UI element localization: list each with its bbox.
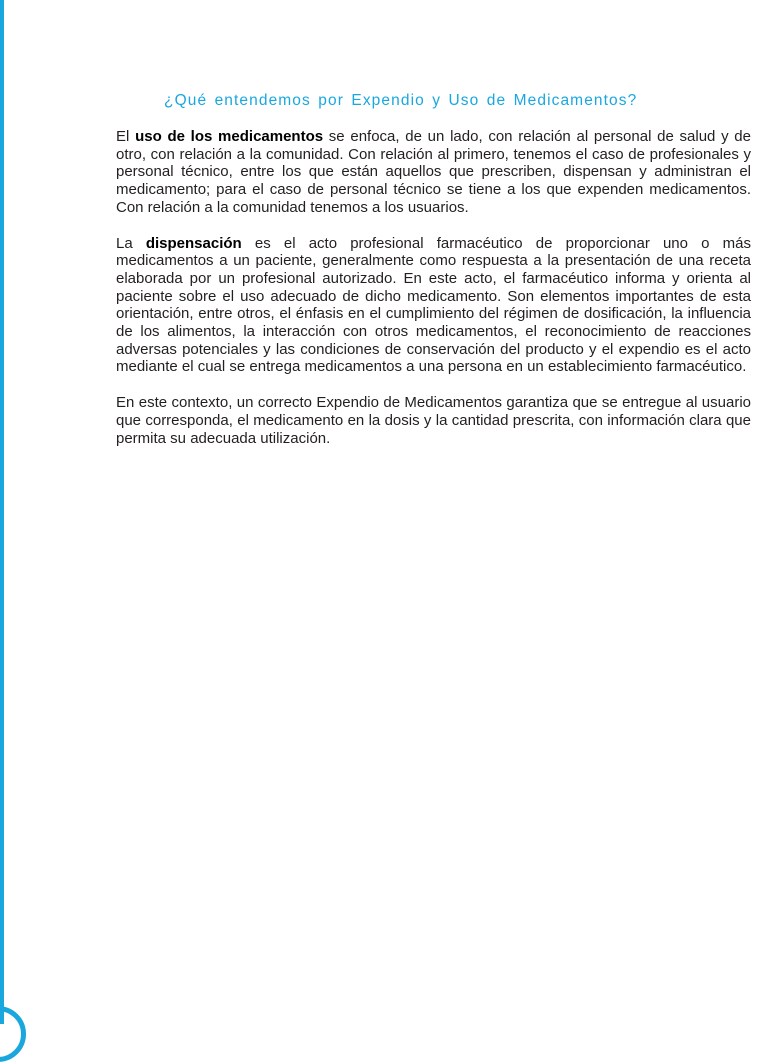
paragraph-2-bold-term: dispensación <box>145 234 242 252</box>
paragraph-2-text: es el acto profesional farmacéutico de proporcionar uno o más medicamentos a un paciente, generalmente como respuesta a la presentación de una receta elaborada por un profesional autorizado. En este acto, el farmacéutico informa y orienta al paciente sobre el uso adecuado de dicho medicamento. Son elementos importantes de esta orientación, entre otros, el énfasis en el cumplimiento del régimen de dosificación, la influencia de los alimentos, la interacción con otros medicamentos, el reconocimiento de reacciones adversas potenciales y las condiciones de conservación del producto y el expendio es el acto mediante el cual se entrega medicamentos a una persona en un establecimiento farmacéutico. <box>116 234 751 376</box>
page-title: ¿Qué entendemos por Expendio y Uso de Medicamentos? <box>164 92 638 109</box>
paragraph-2-lead: La <box>116 234 146 252</box>
corner-arc-decoration <box>0 1006 26 1062</box>
left-border-line <box>0 0 4 1024</box>
paragraph-uso-medicamentos <box>116 128 751 217</box>
paragraph-1-bold-term: uso de los medicamentos <box>135 128 324 145</box>
paragraph-1-lead: El <box>116 128 136 145</box>
paragraph-1-text: se enfoca, de un lado, con relación al personal de salud y de otro, con relación a la comunidad. Con relación al primero, tenemos el caso de profesionales y personal técnico, entre los que están aquellos que prescriben, dispensan y administran el medicamento; para el caso de personal técnico se tiene a los que expenden medicamentos. Con relación a la comunidad tenemos a los usuarios. <box>116 128 751 216</box>
document-body <box>116 92 751 465</box>
paragraph-contexto: En este contexto, un correcto Expendio de Medicamentos garantiza que se entregue al usuario que corresponda, el medicamento en la dosis y la cantidad prescrita, con información clara que permita su adecuada utilización. <box>116 394 751 447</box>
paragraph-dispensacion <box>116 235 751 377</box>
